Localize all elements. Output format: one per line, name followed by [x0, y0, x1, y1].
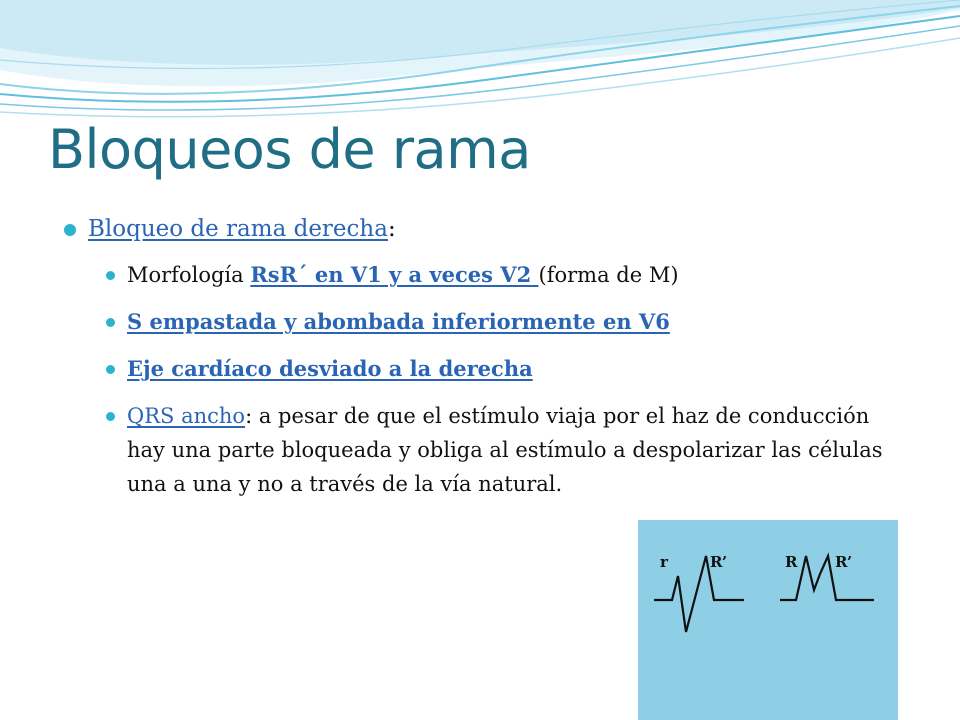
bullet-item-s-empastada: [64, 305, 904, 339]
header-wave-decoration: [0, 0, 960, 130]
bullet-dot-icon: [106, 318, 115, 327]
ecg-label-r-prime-1: R’: [710, 553, 728, 571]
bullet-item-eje-cardiaco: [64, 352, 904, 386]
link-eje-cardiaco[interactable]: Eje cardíaco desviado a la derecha: [127, 356, 533, 381]
slide-title: Bloqueos de rama: [48, 118, 531, 181]
bullet-dot-icon: [106, 412, 115, 421]
ecg-rsr-figure: [638, 520, 898, 720]
link-bloqueo-rama-derecha[interactable]: Bloqueo de rama derecha: [88, 216, 388, 242]
bullet-dot-icon: [106, 271, 115, 280]
bullet-list: [64, 208, 904, 501]
ecg-label-r-large: R: [785, 553, 798, 571]
bullet-item-suffix: (forma de M): [538, 263, 679, 287]
ecg-label-r-small: r: [660, 553, 668, 571]
ecg-label-r-prime-2: R’: [835, 553, 853, 571]
bullet-item-prefix: Morfología: [127, 263, 251, 287]
bullet-item-morfologia: [64, 258, 904, 292]
link-s-empastada[interactable]: S empastada y abombada inferiormente en V6: [127, 309, 670, 334]
bullet-main: [64, 208, 904, 250]
link-rsr-v1-v2[interactable]: RsR´ en V1 y a veces V2: [250, 262, 539, 287]
bullet-dot-icon: [106, 365, 115, 374]
ecg-waveform-diagram: [638, 520, 898, 720]
bullet-dot-icon: [64, 224, 76, 236]
bullet-item-suffix: : a pesar de que el estímulo viaja por el haz de conducción hay una parte bloqueada y obliga al estímulo a despolarizar las células una a una y no a través de la vía natural.: [127, 404, 883, 496]
link-qrs-ancho[interactable]: QRS ancho: [127, 404, 246, 428]
bullet-item-qrs-ancho: [64, 399, 904, 501]
bullet-main-suffix: :: [387, 216, 396, 242]
